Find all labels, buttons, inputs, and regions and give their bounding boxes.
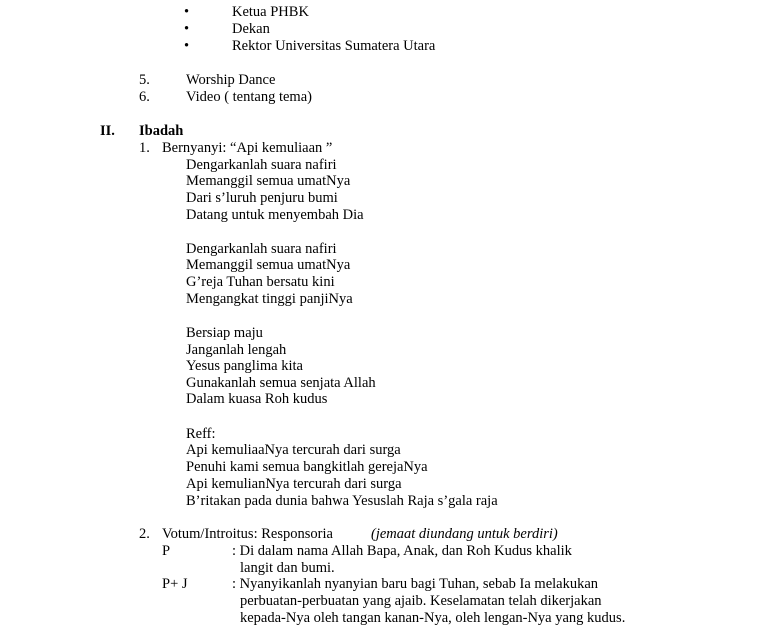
bullet-item: Dekan	[232, 21, 270, 37]
bullet-glyph: •	[184, 38, 190, 54]
lyric-line: Gunakanlah semua senjata Allah	[186, 375, 376, 391]
response-line: langit dan bumi.	[240, 560, 335, 576]
response-line: perbuatan-perbuatan yang ajaib. Keselamatan telah dikerjakan	[240, 593, 602, 609]
response-line: : Nyanyikanlah nyanyian baru bagi Tuhan, sebab Ia melakukan	[232, 576, 599, 592]
lyric-line: Bersiap maju	[186, 325, 263, 341]
bullet-item: Rektor Universitas Sumatera Utara	[232, 38, 436, 54]
lyric-line: Dalam kuasa Roh kudus	[186, 391, 328, 407]
speaker-label: P	[162, 543, 171, 559]
lyric-line: Api kemuliaaNya tercurah dari surga	[186, 442, 401, 458]
lyric-line: Memanggil semua umatNya	[186, 257, 351, 273]
lyric-line: Api kemulianNya tercurah dari surga	[186, 476, 402, 492]
item-text: Worship Dance	[186, 72, 276, 88]
item-number: 6.	[139, 89, 150, 105]
lyric-line: Dengarkanlah suara nafiri	[186, 241, 337, 257]
song-title: Bernyanyi: “Api kemuliaan ”	[162, 140, 333, 156]
lyric-line: Janganlah lengah	[186, 342, 287, 358]
lyric-line: Dari s’luruh penjuru bumi	[186, 190, 338, 206]
song-number: 1.	[139, 140, 150, 156]
votum-title: Votum/Introitus: Responsoria	[162, 526, 333, 542]
item-text: Video ( tentang tema)	[186, 89, 312, 105]
lyric-line: Datang untuk menyembah Dia	[186, 207, 364, 223]
votum-number: 2.	[139, 526, 150, 542]
section-number: II.	[100, 123, 115, 139]
bullet-item: Ketua PHBK	[232, 4, 309, 20]
lyric-line: Yesus panglima kita	[186, 358, 303, 374]
lyric-line: B’ritakan pada dunia bahwa Yesuslah Raja s’gala raja	[186, 493, 498, 509]
speaker-label: P+ J	[162, 576, 188, 592]
reff-label: Reff:	[186, 426, 216, 442]
response-line: kepada-Nya oleh tangan kanan-Nya, oleh lengan-Nya yang kudus.	[240, 610, 626, 626]
votum-note: (jemaat diundang untuk berdiri)	[371, 526, 558, 542]
response-line: : Di dalam nama Allah Bapa, Anak, dan Roh Kudus khalik	[232, 543, 572, 559]
bullet-glyph: •	[184, 21, 190, 37]
section-title: Ibadah	[139, 123, 184, 139]
bullet-glyph: •	[184, 4, 190, 20]
lyric-line: Dengarkanlah suara nafiri	[186, 157, 337, 173]
lyric-line: Mengangkat tinggi panjiNya	[186, 291, 353, 307]
lyric-line: Penuhi kami semua bangkitlah gerejaNya	[186, 459, 428, 475]
item-number: 5.	[139, 72, 150, 88]
lyric-line: Memanggil semua umatNya	[186, 173, 351, 189]
lyric-line: G’reja Tuhan bersatu kini	[186, 274, 335, 290]
